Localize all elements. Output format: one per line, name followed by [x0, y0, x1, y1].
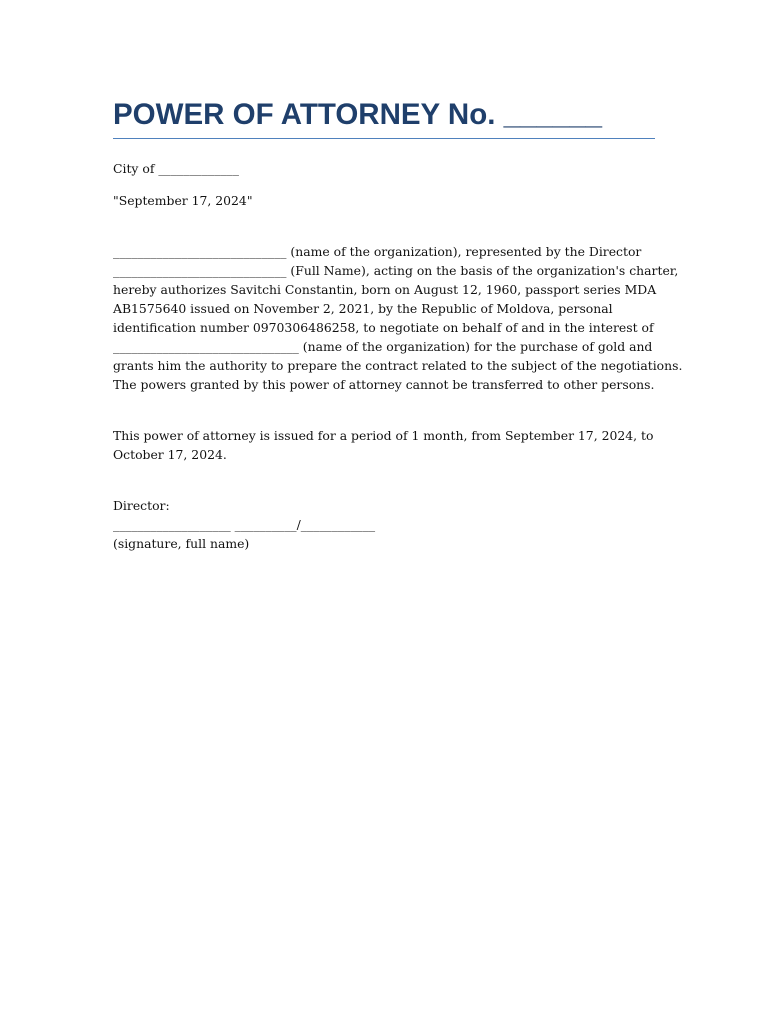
- date-line: "September 17, 2024": [113, 193, 253, 208]
- paragraph-line: ____________________________ (Full Name), acting on the basis of the organization's charter,: [113, 263, 679, 278]
- city-line: City of _____________: [113, 161, 239, 176]
- paragraph-line: hereby authorizes Savitchi Constantin, born on August 12, 1960, passport series MDA: [113, 282, 657, 297]
- title-underline-rule: [113, 138, 655, 139]
- signature-block: [113, 496, 655, 553]
- paragraph-line: grants him the authority to prepare the contract related to the subject of the negotiations.: [113, 358, 683, 373]
- paragraph-line: AB1575640 issued on November 2, 2021, by the Republic of Moldova, personal: [113, 301, 613, 316]
- paragraph-line: This power of attorney is issued for a period of 1 month, from September 17, 2024, to: [113, 428, 654, 443]
- validity-period-paragraph: [113, 426, 655, 464]
- signature-lines: ___________________ __________/____________: [113, 517, 376, 532]
- signature-caption: (signature, full name): [113, 536, 250, 551]
- paragraph-line: ______________________________ (name of the organization) for the purchase of gold and: [113, 339, 653, 354]
- paragraph-line: identification number 0970306486258, to negotiate on behalf of and in the interest of: [113, 320, 654, 335]
- director-label: Director:: [113, 498, 170, 513]
- document-title: POWER OF ATTORNEY No. ______: [113, 98, 603, 131]
- paragraph-line: October 17, 2024.: [113, 447, 227, 462]
- authorization-paragraph: [113, 242, 683, 394]
- paragraph-line: ____________________________ (name of the organization), represented by the Director: [113, 244, 642, 259]
- paragraph-line: The powers granted by this power of attorney cannot be transferred to other persons.: [113, 377, 655, 392]
